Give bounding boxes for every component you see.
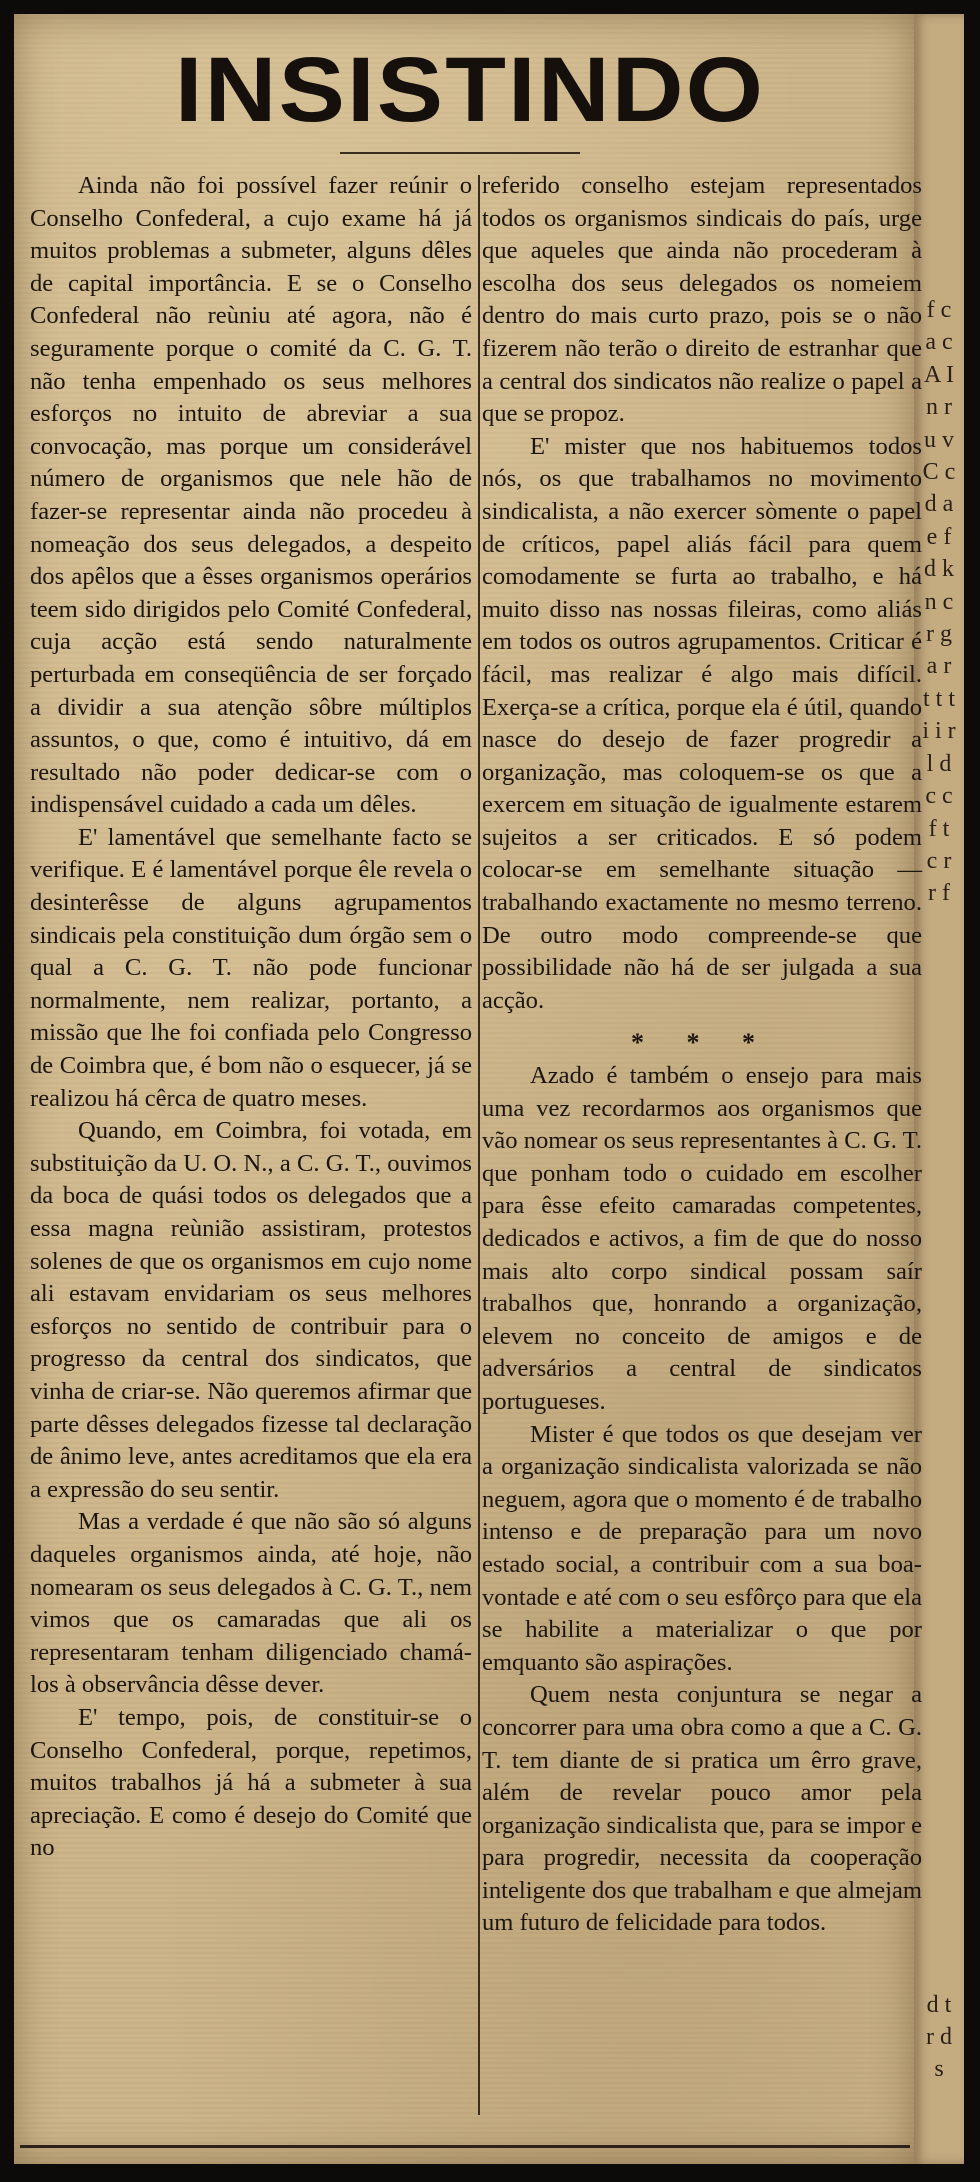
left-column bbox=[30, 170, 472, 1865]
paragraph: Azado é também o ensejo para mais uma vez recordarmos aos organismos que vão nomear os seus representantes à C. G. T. que ponham todo o cuidado em escolher para êsse efeito camaradas competentes, dedicados e activos, a fim de que do nosso mais alto corpo sindical possam saír trabalhos que, honrando a organização, elevem no conceito de amigos e de adversários a central de sindicatos portugueses. bbox=[482, 1062, 922, 1415]
paragraph: Mister é que todos os que desejam ver a organização sindicalista valorizada se não neguem, agora que o momento é de trabalho intenso e de preparação para um novo estado social, a contribuir com a sua boa-vontade e até com o seu esfôrço para que ela se habilite a materializar o que por emquanto são aspirações. bbox=[482, 1420, 922, 1676]
right-column bbox=[482, 170, 922, 1940]
paragraph: E' tempo, pois, de constituir-se o Conselho Confederal, porque, repetimos, muitos trabalhos já há a submeter à sua apreciação. E como é desejo do Comité que no bbox=[30, 1703, 472, 1862]
paragraph: E' mister que nos habituemos todos nós, os que trabalhamos no movimento sindicalista, a não exercer sòmente o papel de críticos, papel aliás fácil para quem comodamente se furta ao trabalho, e há muito disso nas nossas fileiras, como aliás em todos os outros agrupamentos. Criticar é fácil, mas realizar é algo mais difícil. Exerça-se a crítica, porque ela é útil, quando nasce do desejo de fazer progredir a organização, mas coloquem-se os que a exercem em situação de igualmente estarem sujeitos a ser criticados. E só podem colocar-se em semelhante situação — trabalhando exactamente no mesmo terreno. De outro modo compreende-se que possibilidade não há de ser julgada a sua acção. bbox=[482, 432, 922, 1014]
headline-rule bbox=[340, 152, 580, 154]
adjacent-column-letters: f c a c A I n r u v C c d a e f d k n c r g a r t t t i i r l d c c f t c r r f bbox=[922, 297, 956, 907]
column-divider bbox=[478, 175, 480, 2115]
paragraph: Mas a verdade é que não são só alguns daqueles organismos ainda, até hoje, não nomearam os seus delegados à C. G. T., nem vimos que os camaradas que ali os representaram tenham diligenciado chamá-los à observância dêsse dever. bbox=[30, 1508, 472, 1699]
bottom-rule bbox=[20, 2145, 910, 2148]
paragraph: Ainda não foi possível fazer reúnir o Conselho Confederal, a cujo exame há já muitos problemas a submeter, alguns dêles de capital importância. E se o Conselho Confederal não reùniu até agora, não é seguramente porque o comité da C. G. T. não tenha empenhado os seus melhores esforços no intuito de abreviar a sua convocação, mas porque um considerável número de organismos que nele hão de fazer-se representar ainda não procedeu à nomeação dos seus delegados, a despeito dos apêlos que a êsses organismos operários teem sido dirigidos pelo Comité Confederal, cuja acção está sendo naturalmente perturbada em conseqüência de ser forçado a dividir a sua atenção sôbre múltiplos assuntos, o que, como é intuitivo, dá em resultado não poder dedicar-se com o indispensável cuidado a cada um dêles. bbox=[30, 172, 472, 819]
paragraph: E' lamentável que semelhante facto se verifique. E é lamentável porque êle revela o desinterêsse de alguns agrupamentos sindicais pela constituição dum órgão sem o qual a C. G. T. não pode funcionar normalmente, nem realizar, portanto, a missão que lhe foi confiada pelo Congresso de Coimbra que, é bom não o esquecer, já se realizou há cêrca de quatro meses. bbox=[30, 823, 472, 1112]
headline: INSISTINDO bbox=[174, 39, 766, 141]
section-separator: * * * bbox=[631, 1028, 773, 1058]
paragraph: referido conselho estejam representados todos os organismos sindicais do país, urge que aqueles que ainda não procederam à escolha dos seus delegados os nomeiem dentro do mais curto prazo, pois se o não fizerem não terão o direito de estranhar que a central dos sindicatos não realize o papel a que se propoz. bbox=[482, 172, 922, 428]
paragraph: Quando, em Coimbra, foi votada, em substituição da U. O. N., a C. G. T., ouvimos da boca de quási todos os delegados que a essa magna reùnião assistiram, protestos solenes de que os organismos em cujo nome ali estavam envidariam os seus melhores esforços no sentido de contribuir para o progresso da central dos sindicatos, que vinha de criar-se. Não queremos afirmar que parte dêsses delegados fizesse tal declaração de ânimo leve, antes acreditamos que ela era a expressão do seu sentir. bbox=[30, 1117, 472, 1503]
adjacent-column-letters-bottom: d t r d s bbox=[926, 1992, 952, 2082]
paragraph: Quem nesta conjuntura se negar a concorrer para uma obra como a que a C. G. T. tem diante de si pratica um êrro grave, além de revelar pouco amor pela organização sindicalista que, para se impor e para progredir, necessita da cooperação inteligente dos que trabalham e que almejam um futuro de felicidade para todos. bbox=[482, 1681, 923, 1937]
